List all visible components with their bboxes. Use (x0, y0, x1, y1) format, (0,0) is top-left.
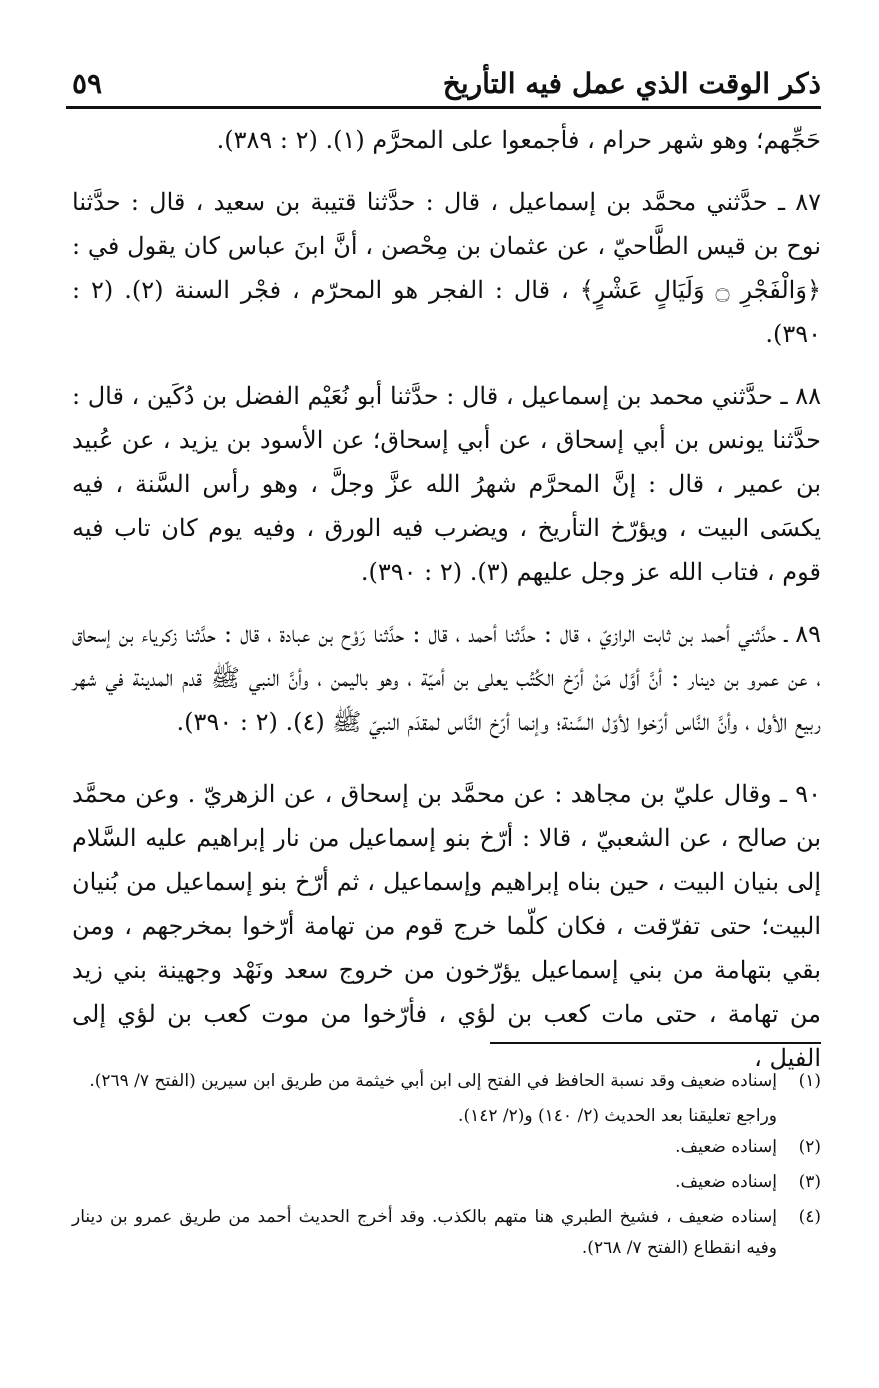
footnote-text: إسناده ضعيف. (675, 1137, 777, 1157)
footnote-number: (٤) (798, 1207, 821, 1227)
footnote-4 (72, 1202, 821, 1264)
running-title: ذكر الوقت الذي عمل فيه التأريخ (442, 66, 821, 100)
paragraph-hadith-87: ٨٧ ـ حدَّثني محمَّد بن إسماعيل ، قال : حدَّثنا قتيبة بن سعيد ، قال : حدَّثنا نوح بن قيس الطَّاحيّ ، عن عثمان بن مِحْصن ، أنَّ ابنَ عباس كان يقول في : ﴿وَالْفَجْرِ ۝ وَلَيَالٍ عَشْرٍ﴾ ، قال : الفجر هو المحرّم ، فجْر السنة (٢). (٢ : ٣٩٠). (72, 188, 822, 348)
footnote-2 (72, 1132, 821, 1163)
header-divider (66, 106, 821, 109)
footnote-text: إسناده ضعيف وقد نسبة الحافظ في الفتح إلى ابن أبي خيثمة من طريق ابن سيرين (الفتح ٧/ ٢٦٩). (89, 1071, 777, 1091)
paragraph-hadith-90: ٩٠ ـ وقال عليّ بن مجاهد : عن محمَّد بن إسحاق ، عن الزهريّ . وعن محمَّد بن صالح ، عن الشعبيّ ، قالا : أرّخ بنو إسماعيل من نار إبراهيم عليه السَّلام إلى بنيان البيت ، حين بناه إبراهيم وإسماعيل ، ثم أرّخ بنو إسماعيل من بُنيان البيت؛ حتى تفرّقت ، فكان كلّما خرج قوم من تهامة أرّخوا بمخرجهم ، ومن بقي بتهامة من بني إسماعيل يؤرّخون من خروج سعد ونَهْد وجهينة بني زيد من تهامة ، حتى مات كعب بن لؤي ، فأرّخوا من موت كعب بن لؤي إلى الفيل ، (72, 780, 822, 1072)
footnote-number: (١) (798, 1071, 821, 1091)
main-text (72, 118, 821, 1098)
footnote-divider (490, 1042, 821, 1044)
paragraph-hadith-88: ٨٨ ـ حدَّثني محمد بن إسماعيل ، قال : حدَّثنا أبو نُعَيْم الفضل بن دُكَين ، قال : حدَّثنا يونس بن أبي إسحاق ، عن أبي إسحاق؛ عن الأسود بن يزيد ، عن عُبيد بن عمير ، قال : إنَّ المحرَّم شهرُ الله عزَّ وجلَّ ، وهو رأس السَّنة ، فيه يكسَى البيت ، ويؤرّخ التأريخ ، ويضرب فيه الورق ، وفيه يوم كان تاب فيه قوم ، فتاب الله عز وجل عليهم (٣). (٢ : ٣٩٠). (71, 382, 821, 586)
footnote-number: (٣) (798, 1172, 821, 1192)
footnote-number: (٢) (798, 1137, 821, 1157)
paragraph-hadith-89: ٨٩ ـ حدَّثني أحمد بن ثابت الرازيّ ، قال : حدَّثنا أحمد ، قال : حدَّثنا رَوْح بن عبادة ، قال : حدَّثنا زكرياء بن إسحاق ، عن عمرو بن دينار : أنَّ أوَّل مَنْ أرّخ الكُتُب يعلى بن أميّة ، وهو باليمن ، وأنَّ النبي ﷺ قدم المدينة في شهر ربيع الأول ، وأنَّ النَّاس أرّخوا لأوّل السَّنة؛ وإنما أرّخ النَّاس لمقدَم النبيّ ﷺ (٤). (٢ : ٣٩٠). (72, 620, 821, 736)
footnote-3 (72, 1167, 821, 1198)
footnote-text: إسناده ضعيف ، فشيخ الطبري هنا متهم بالكذب. وقد أخرج الحديث أحمد من طريق عمرو بن دينار وفيه انقطاع (الفتح ٧/ ٢٦٨). (72, 1207, 777, 1258)
paragraph: حَجِّهم؛ وهو شهر حرام ، فأجمعوا على المحرَّم (١). (٢ : ٣٨٩). (216, 126, 821, 154)
footnote-1 (72, 1066, 821, 1097)
footnote-1-continuation: وراجع تعليقنا بعد الحديث (٢/ ١٤٠) و(٢/ ١٤٢). (458, 1106, 777, 1126)
page-header (72, 58, 821, 108)
footnote-text: إسناده ضعيف. (675, 1172, 777, 1192)
footnotes (72, 1066, 821, 1268)
page-number: ٥٩ (72, 66, 103, 100)
